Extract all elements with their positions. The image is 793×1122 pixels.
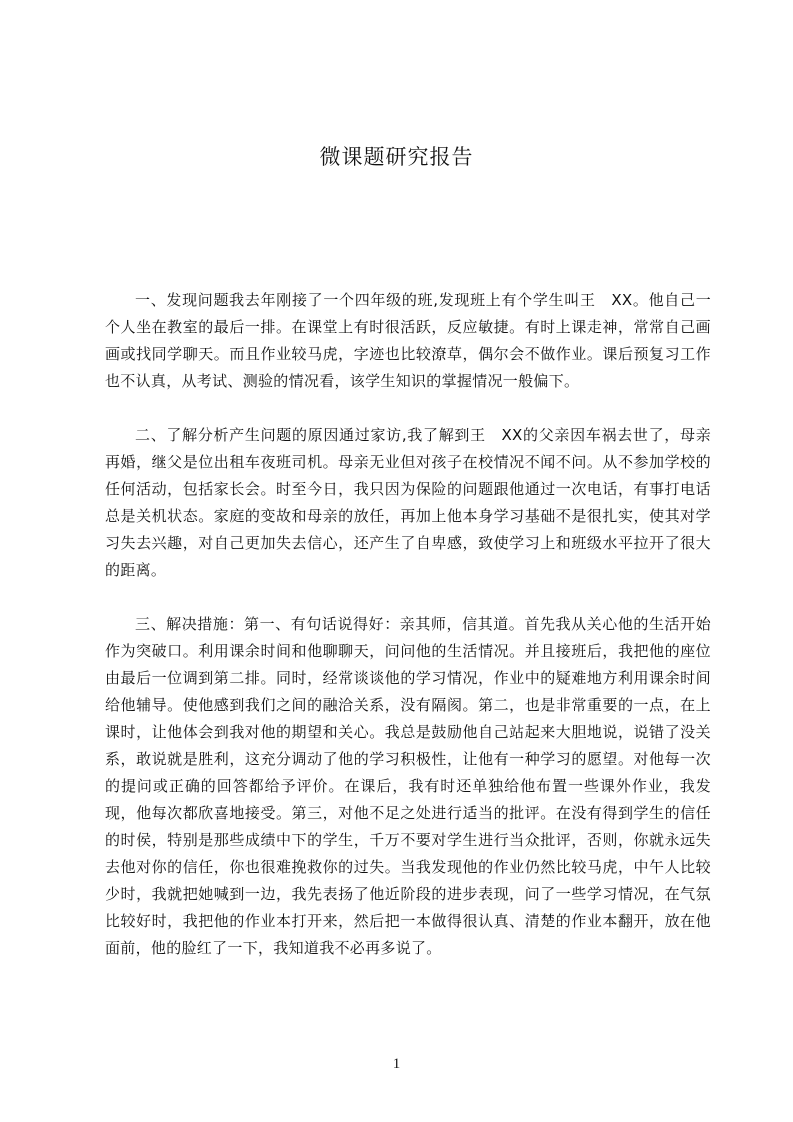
document-body (105, 287, 711, 989)
paragraph-1-find-problem: 一、发现问题我去年刚接了一个四年级的班,发现班上有个学生叫王 XX。他自己一个人坐在教室的最后一排。在课堂上有时很活跃，反应敏捷。有时上课走神，常常自己画画或找同学聊天。而且作业较马虎，字迹也比较潦草，偶尔会不做作业。课后预复习工作也不认真，从考试、测验的情况看，该学生知识的掌握情况一般偏下。 (105, 291, 711, 390)
page-number: 1 (392, 1056, 401, 1072)
document-title: 微课题研究报告 (319, 145, 474, 169)
paragraph-3-solutions: 三、解决措施：第一、有句话说得好：亲其师，信其道。首先我从关心他的生活开始作为突破口。利用课余时间和他聊聊天，问问他的生活情况。并且接班后，我把他的座位由最后一位调到第二排。同时，经常谈谈他的学习情况，作业中的疑难地方利用课余时间给他辅导。使他感到我们之间的融洽关系，没有隔阂。第二，也是非常重要的一点，在上课时，让他体会到我对他的期望和关心。我总是鼓励他自己站起来大胆地说，说错了没关系，敢说就是胜利，这充分调动了他的学习积极性，让他有一种学习的愿望。对他每一次的提问或正确的回答都给予评价。在课后，我有时还单独给他布置一些课外作业，我发现，他每次都欣喜地接受。第三，对他不足之处进行适当的批评。在没有得到学生的信任的时侯，特别是那些成绩中下的学生，千万不要对学生进行当众批评，否则，你就永远失去他对你的信任，你也很难挽救你的过失。当我发现他的作业仍然比较马虎，中午人比较少时，我就把她喊到一边，我先表扬了他近阶段的进步表现，问了一些学习情况，在气氛比较好时，我把他的作业本打开来，然后把一本做得很认真、清楚的作业本翻开，放在他面前，他的脸红了一下，我知道我不必再多说了。 (105, 615, 711, 957)
paragraph-2-analyze-cause: 二、了解分析产生问题的原因通过家访,我了解到王 XX的父亲因车祸去世了，母亲再婚，继父是位出租车夜班司机。母亲无业但对孩子在校情况不闻不问。从不参加学校的任何活动，包括家长会。时至今日，我只因为保险的问题跟他通过一次电话，有事打电话总是关机状态。家庭的变故和母亲的放任，再加上他本身学习基础不是很扎实，使其对学习失去兴趣，对自己更加失去信心，还产生了自卑感，致使学习上和班级水平拉开了很大的距离。 (105, 426, 711, 579)
